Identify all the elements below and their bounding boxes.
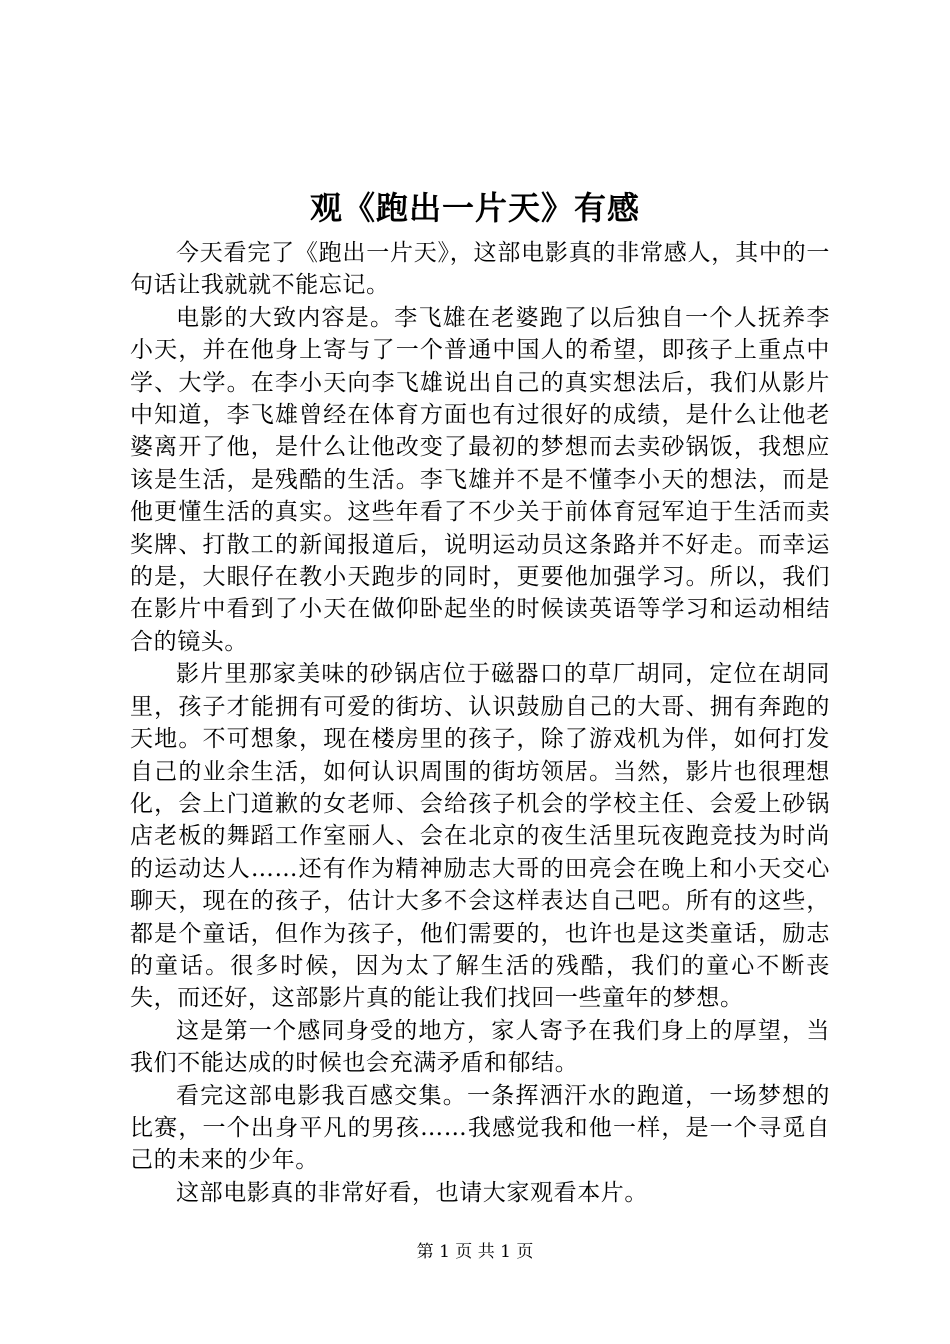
paragraph-1: 今天看完了《跑出一片天》，这部电影真的非常感人，其中的一句话让我就就不能忘记。 <box>130 240 830 299</box>
paragraph-3: 影片里那家美味的砂锅店位于磁器口的草厂胡同，定位在胡同里，孩子才能拥有可爱的街坊、认识鼓励自己的大哥、拥有奔跑的天地。不可想象，现在楼房里的孩子，除了游戏机为伴，如何打发自己的业余生活，如何认识周围的街坊领居。当然，影片也很理想化，会上门道歉的女老师、会给孩子机会的学校主任、会爱上砂锅店老板的舞蹈工作室丽人、会在北京的夜生活里玩夜跑竞技为时尚的运动达人……还有作为精神励志大哥的田亮会在晚上和小天交心聊天，现在的孩子，估计大多不会这样表达自己吧。所有的这些，都是个童话，但作为孩子，他们需要的，也许也是这类童话，励志的童话。很多时候，因为太了解生活的残酷，我们的童心不断丧失，而还好，这部影片真的能让我们找回一些童年的梦想。 <box>130 661 830 1012</box>
paragraph-2: 电影的大致内容是。李飞雄在老婆跑了以后独自一个人抚养李小天，并在他身上寄与了一个普通中国人的希望，即孩子上重点中学、大学。在李小天向李飞雄说出自己的真实想法后，我们从影片中知道，李飞雄曾经在体育方面也有过很好的成绩，是什么让他老婆离开了他，是什么让他改变了最初的梦想而去卖砂锅饭，我想应该是生活，是残酷的生活。李飞雄并不是不懂李小天的想法，而是他更懂生活的真实。这些年看了不少关于前体育冠军迫于生活而卖奖牌、打散工的新闻报道后，说明运动员这条路并不好走。而幸运的是，大眼仔在教小天跑步的同时，更要他加强学习。所以，我们在影片中看到了小天在做仰卧起坐的时候读英语等学习和运动相结合的镜头。 <box>130 304 830 655</box>
page-footer: 第 1 页 共 1 页 <box>416 1242 534 1262</box>
document-body <box>130 237 830 1209</box>
paragraph-4: 这是第一个感同身受的地方，家人寄予在我们身上的厚望，当我们不能达成的时候也会充满矛盾和郁结。 <box>130 1017 830 1077</box>
document-title: 观《跑出一片天》有感 <box>309 189 640 227</box>
paragraph-5: 看完这部电影我百感交集。一条挥洒汗水的跑道，一场梦想的比赛，一个出身平凡的男孩……我感觉我和他一样，是一个寻觅自己的未来的少年。 <box>130 1082 830 1174</box>
paragraph-6: 这部电影真的非常好看，也请大家观看本片。 <box>176 1179 648 1206</box>
